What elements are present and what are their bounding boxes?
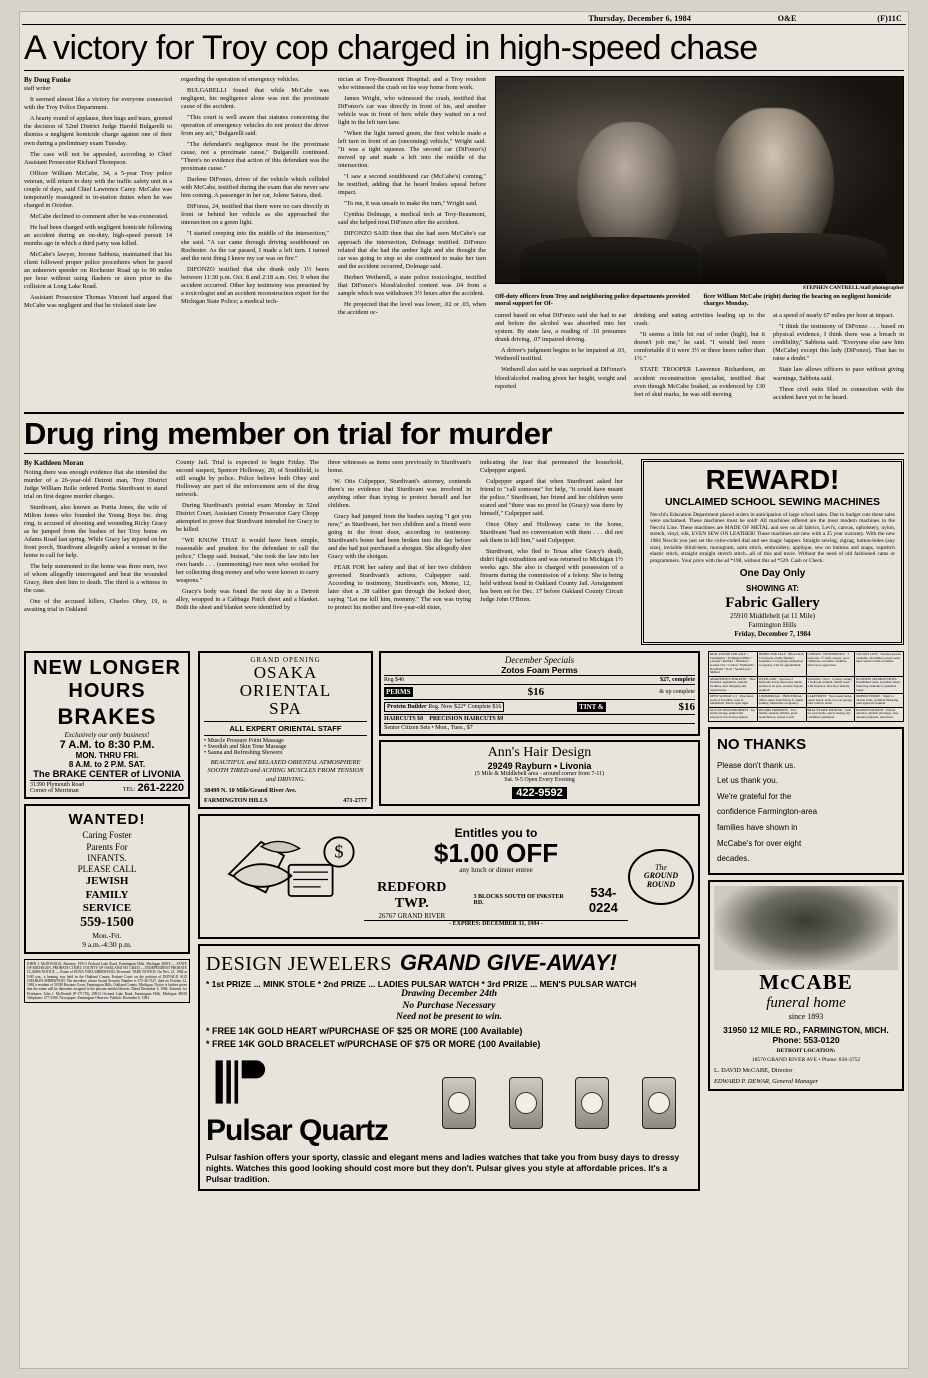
paragraph: BULGARELLI found that while McCabe was negligent, his negligence alone was not the proximate cause of the accident. [181,86,329,110]
classified-cell: HOMES FOR SALE · Brick ranch, 3 bedroom, 2 bath, finished basement, 2 car garage, immediate occupancy. Call for appointment. [758,652,806,675]
watch-icon [575,1077,609,1129]
anns-hours: Sat. 9-5 Open Every Evening [504,777,575,784]
paragraph: DiFonza, 24, testified that there were no cars directly in front or behind her vehicle as she approached the intersection on a green light. [181,203,329,227]
zotos-senior: Senior Citizen Sets • Mon., Tues., $7 [384,725,473,732]
osaka-spa-ad[interactable] [198,651,373,809]
hair-ads [379,651,700,809]
classified-cell: WESTLAND · Spacious 2 bedroom, newly decorated, adults preferred, no pets, security deposit required. [758,677,806,693]
photo-credit: STEPHEN CANTRELL/staff photographer [802,284,904,291]
story1-byline: By Doug Funke [24,75,71,84]
zotos-precision: PRECISION HAIRCUTS $9 [429,716,504,723]
zotos-perms-label: PERMS [386,688,411,697]
paragraph: Noting there was enough evidence that she intended the murder of a 26-year-old Detroit man, Troy District Judge William Bolle ordered Portia Sturdivant to stand trial on first degree murder charges. [24,468,167,500]
paragraph: "This court is well aware that statutes concerning the operation of emergency vehicles do not protect the driver from any act," Bulgarelli said. [181,113,329,137]
watch-icon [642,1077,676,1129]
logo-line-3: ROUND [646,879,676,889]
story1-byline-sub: staff writer [24,85,51,92]
ads-column-middle [198,651,700,1191]
osaka-grand-opening: GRAND OPENING [250,656,321,665]
anns-address: 29249 Rayburn • Livonia [487,761,592,772]
story1-column-3 [338,76,486,405]
photo-figure-left [577,122,683,250]
paragraph: curred based on what DiFonzo said she had to eat and before the alcohol was absorbed into her system. By state law, a reading of .10 presumes drunk driving, .07 impaired driving. [495,312,626,344]
story1-column-2 [181,76,329,405]
zotos-perms-row [384,684,695,699]
hamburger-illustration-icon [204,819,364,929]
section-rule [24,412,904,414]
reward-body: Necchi's Education Department placed orders in anticipation of large school sales. Due to budget cuts these sales were unclaimed. These machines must be sold! All machines offered are the most modern machines in the Necchi Line. These machines are MADE OF METAL and sew on all fabrics, Levi's, canvas, upholstery, nylon, stretch, vinyl, silk, EVEN SEW ON LEATHER! These machines are new with a 25 year warranty. With the new 1984 Necchi you just set the color-coded dial and see magic happen. Straight sewing, zigzag, button-holes (any size), invisible blind-hem, monogram, satin stitch, embroidery, applique, sew on buttons and snaps, topstitch elastic stitch, straight straight stretch stitch...all of this and more. Without the need of old fashioned cams or programmers. Your price with the ad *198, without this ad *529. Cash or Check. [650,511,895,564]
design-name: DESIGN JEWELERS [206,953,392,976]
no-thanks-line: Let us thank you. [717,776,778,786]
wanted-org-1: JEWISH [85,875,129,888]
no-thanks-title: NO THANKS [717,735,807,753]
wanted-days: Mon.-Fri. [92,930,122,940]
svg-text:$: $ [334,841,344,862]
pulsar-wordmark: Pulsar Quartz [206,1114,389,1148]
story2-column-3 [328,459,471,618]
story1-photo-block [495,76,904,405]
wanted-line-2: Parents For [86,841,128,852]
reward-address-1: 25910 Middlebelt (at 11 Mile) [730,612,815,621]
story1-bottom-column-2 [634,312,765,404]
paragraph: indicating the fear that permeated the household, Culpepper argued. [480,458,623,474]
legal-notice: JOHN J. McDONALD, Attorney, 19313 Orchard Lake Road, Farmington Hills, Michigan 48018 — STATE OF MICHIGAN, PROBATE COURT, COUNTY OF OAKLAND NO 146333 — INDEPENDENT PROBATE CLAIMS NOTICE — Estate of EDNA VIDA SHERWOOD, Deceased. TAKE NOTICE: On Nov. 21, 1984 at 9:00 a.m., a hearing was held in the Oakland County Probate Court on the petition of DONALD ALD CHARLES SHERWOOD. The decedent, whose Social Security Number is 375-46-7147, died on October 12, 1984 a resident of 31950 Bostano Court, Farmington Hills, Oakland County, Michigan. Notice is further given that the estate will be thereafter assigned to the persons entitled thereto. Dated December 3, 1984. Attorney for Petitioner: John J. McDonald (P-171719), 29913 Orchard Lake Road, Farmington Hills, Michigan 48018 Telephone: 477-5500. Newspaper: Farmington Observer. Publish: December 6, 1984 [24,959,190,1003]
paragraph: One of the accused killers, Charles Obey, 19, is awaiting trial in Oakland [24,598,167,614]
wanted-phone[interactable]: 559-1500 [80,914,134,930]
coupon-amount: $1.00 OFF [433,838,559,869]
story2-headline: Drug ring member on trial for murder [24,415,553,451]
brakes-line2: BRAKES [57,704,157,730]
no-thanks-line: McCabe's for over eight [717,838,802,848]
story1-columns [20,76,908,405]
brakes-tel-label: TEL: [122,787,136,794]
zotos-senior-row [384,723,695,732]
paragraph: "The defendant's negligence must be the proximate cause, not a proximate cause," Bulgarelli continued. "There's no evidence that action of this defendant was the proximate cause." [181,141,329,173]
design-free-1: * FREE 14K GOLD HEART w/PURCHASE OF $25 OR MORE (100 Available) [206,1026,523,1037]
paragraph: DIFONZO testified that she drank only 1½ beers between 11:30 p.m. Oct. 8 and 2:18 a.m. Oct. 9 when the accident occurred. Other key testimony was presented by a toxicologist and an accident reconstruction expert for the Michigan State Police; a medical tech- [181,265,329,305]
mccabe-manager: EDWARD P. DEWAR, General Manager [714,1077,819,1085]
zotos-box1: Protein Builder [387,704,427,711]
ground-round-logo [628,849,694,905]
brakes-hours-1: 7 A.M. to 8:30 P.M. [59,739,155,752]
logo-line-2: GROUND [643,871,679,881]
reward-title: REWARD! [705,463,840,495]
paragraph: Sturdivant, also known as Portia Jones, the wife of Milton Jones who founded the Young Boys Inc. drug ring, is accused of shooting and wounding Ricky Gracy as he jumped from the bushes of her Troy home on Adams Road last spring. While Gracy lay injured on her front porch, Sturdivant allegedly asked a woman in the home to call for help. [24,503,167,559]
paragraph: Gracy's body was found the next day in a Detroit alley, wrapped in a Cabbage Patch sheet and a blanket. Both the sheet and blanket were identified by [176,588,319,612]
zotos-box1b: Reg. Now $22* [428,704,467,711]
paragraph: McCabe's lawyer, Jerome Sabbota, maintained that his client followed proper police procedures when he paced an unknown speeder on Rochester Road up to 90 miles per hour without using flashers or siren prior to the collision at Long Lake Road. [24,251,172,291]
mccabe-funeral-home-ad[interactable] [708,880,904,1091]
masthead-section: O&E [777,14,797,23]
paragraph: Once Obey and Holloway came to the home, Sturdivant "had no conversation with them . . . did not ask them to kill him," said Culpepper. [480,520,623,544]
photo-caption-right: ficer William McCabe (right) during the hearing on negligent homicide charges Monday. [703,292,892,308]
osaka-services [204,738,367,756]
reward-ad[interactable] [641,459,904,646]
story1-headline: A victory for Troy cop charged in high-speed chase [24,29,758,67]
reward-ad-wrap [641,459,904,646]
brakes-line1: NEW LONGER HOURS [33,657,181,703]
design-giveaway: GRAND GIVE-AWAY! [399,950,617,976]
zotos-reg-row [384,675,695,684]
classified-cell: OPEN SUNDAY 2-5 · Directions: north of Ten Mile, west of Middlebelt, follow open signs. [709,694,757,707]
coupon-offer [364,826,628,927]
paragraph: "When the light turned green, the first vehicle made a left turn in front of an (oncoming) vehicle," Wright said. "It was a tight squeeze. The second car (DiFonzo's) moved up and made a left into the middle of the intersection. [338,129,486,170]
classified-cell: Northville / Novi · Country setting, 3 bedroom colonial, family room with fireplace, first floor laundry. [807,677,855,693]
zotos-reg: Reg $46 [384,677,405,684]
story1-column-1 [24,76,172,405]
paragraph: It seemed almost like a victory for everyone connected with the Troy Police Department. [24,96,172,112]
design-jewelers-ad[interactable] [198,944,700,1191]
zotos-haircuts: HAIRCUTS $8 [384,716,424,723]
osaka-tagline: BEAUTIFUL and RELAXED ORIENTAL ATMOSPHERE SOOTH TIRED and ACHING MUSCLES FROM TENSION and DRIVING. [207,758,364,783]
story2-columns [24,459,632,618]
paragraph: nician at Troy-Beaumont Hospital; and a Troy resident who witnessed the crash on his way home from work. [338,75,486,91]
mccabe-detroit-label: DETROIT LOCATION: [776,1047,836,1054]
classified-cell: INCOME PROPERTY · Two family, separate utilities, good rental history, priced to sell. [758,708,806,721]
classified-cell: MOBILE HOMES · Many to choose from, excellent financing, park approval required. [855,694,903,707]
zotos-product: Zotos Foam Perms [501,665,578,676]
paragraph: DIFONZO SAID then that she had seen McCabe's car approach the intersection, Dolmage testified. DiFonzo related that she had the amber light and she thought the car was going to stop so she continued to make her turn and the accident occurred, Dolmage said. [338,230,486,270]
design-prizes: * 1st PRIZE ... MINK STOLE * 2nd PRIZE ... LADIES PULSAR WATCH * 3rd PRIZE ... MEN'S PULSAR WATCH [206,979,637,990]
paragraph: Culpepper argued that when Sturdivant asked her friend to "call someone" for help, "it could have meant the police." Sturdivant, her friend and her children were scared and "there was no proof he (Gracy) was there by himself," Culpepper said. [480,477,623,517]
mccabe-phone[interactable]: Phone: 553-0120 [772,1034,840,1045]
anns-name: Ann's Hair Design [487,745,592,761]
anns-phone[interactable]: 422-9592 [512,787,567,799]
story2-column-4 [480,459,623,618]
coupon-blocks: 3 BLOCKS SOUTH OF INKSTER RD. [473,894,564,907]
paragraph: drinking and eating activities leading up to the crash. [634,312,765,328]
paragraph: "To me, it was unsafe to make the turn," Wright said. [344,200,478,208]
ads-area [20,645,908,1191]
brakes-hours-3: 8 A.M. to 2 P.M. SAT. [68,760,146,770]
paragraph: STATE TROOPER Lawrence Richardson, an accident reconstruction specialist, testified that even though McCabe braked, as evidenced by 130 feet of skid marks, he was still moving [634,366,765,398]
ground-round-coupon-ad[interactable] [198,814,700,939]
reward-subtitle: UNCLAIMED SCHOOL SEWING MACHINES [664,495,881,508]
osaka-name-3: SPA [269,699,302,718]
photo-caption [495,291,904,309]
classified-cell: VACANT LOTS · Wooded parcels available, all utilities, paved roads, land contract terms available. [855,652,903,675]
story2-byline: By Kathleen Moran [24,458,84,467]
mccabe-address: 31950 12 MILE RD., FARMINGTON, MICH. [723,1024,889,1035]
masthead-date: Thursday, December 6, 1984 [588,14,692,23]
paragraph: FEAR FOR her safety and that of her two children governed Sturdivant's actions, Culpepper said. According to testimony, Sturdivant's son, Momo, 12, later shot a .38 caliber gun through the locked door, saying "Let me kill him, mommy." The son was trying to protect his mother and five-year-old sister, [328,564,471,612]
masthead-page-number: (F)11C [877,14,902,23]
paragraph: Assistant Prosecutor Thomas Vincent had argued that McCabe was negligent and that he violated state law [24,294,172,310]
reward-one-day: One Day Only [739,568,806,580]
paragraph: "WE KNOW THAT it would have been simple, reasonable and prudent for the defendant to call the police," Chopp said. Instead, "she took the law into her own hands . . . (summoning) two men who worked for her collecting drug money and who were known to carry weapons." [176,536,319,585]
zotos-header: December Specials [504,655,575,666]
paragraph: A hearty round of applause, then hugs and tears, greeted the decision of 52nd District Judge Harold Bulgarelli to dismiss a negligent homicide charge against one of their own during a preliminary exam Tuesday. [24,115,172,147]
mccabe-funeral-home: funeral home [766,994,846,1011]
photo-shoulder-left [520,237,699,282]
reward-store: Fabric Gallery [725,595,820,612]
paragraph: Sturdivant, who fled to Texas after Gracy's death, didn't fight extradition and was returned to Michigan 1½ weeks ago. She also is charged with possession of a firearm during the commission of a felony. She is being held without bond in Oakland County Jail. Arraignment has been set for Dec. 17 before Oakland County Circuit Judge John O'Brien. [480,548,623,604]
coupon-phone[interactable]: 534-0224 [588,885,618,916]
masthead [22,12,906,25]
paragraph: W. Otis Culpepper, Sturdivant's attorney, contends there's no evidence that Sturdivant was involved in anything other than trying to protect herself and her children. [328,477,471,509]
coupon-terms: any lunch or dinner entree [459,866,533,875]
paragraph: Officer William McCabe, 34, a 5-year Troy police veteran, will return to duty with the traffic safety unit in a couple of days, said Chief Lawrence Carey. McCabe was temporarily reassigned to in-station duties when he was charged in October. [24,169,172,209]
ads-column-left [24,651,190,1191]
paragraph: He projected that the level was lower, .02 or .03, when the accident oc- [338,300,486,316]
zotos-perms-note: & up complete [659,689,695,696]
paragraph: He had been charged with negligent homicide following an accident during an on-duty, high-speed pursuit 14 months ago in which a third party was killed. [24,223,172,248]
paragraph: James Wright, who witnessed the crash, testified that DiFonzo's car was directly in front of his, and another vehicle was in front of hers while they waited on a red light in the left turn lane. [338,94,486,126]
story1-bottom-columns [495,308,904,404]
classified-cell: CONDOS / TOWNHOUSES · 2 bedroom, 1½ bath, carport, pool, clubhouse, excellent condition, must see to appreciate. [807,652,855,675]
design-drawing-1: Drawing December 24th [400,989,498,1000]
story1-bottom-column-3 [773,312,904,404]
osaka-service: • Muscle Pressure Point Massage [204,737,284,744]
photo-caption-left: Off-duty officers from Troy and neighboring police departments provided moral support for Of- [495,292,690,308]
osaka-name-1: OSAKA [253,663,318,683]
foster-parents-ad[interactable] [24,804,190,954]
paragraph: County Jail. Trial is expected to begin Friday. The second suspect, Spencer Holloway, 20, of Southfield, is still sought by police. Police believe both Obey and Holloway are part of the enforcement arm of the drug network. [176,458,319,498]
osaka-staff: ALL EXPERT ORIENTAL STAFF [204,721,367,736]
brakes-phone[interactable]: 261-2220 [137,782,184,795]
page-sheet [20,12,908,1368]
brakes-name: The BRAKE CENTER of LIVONIA [33,769,181,781]
paragraph: A driver's judgment begins to be impaired at .03, Wetherell testified. [495,347,626,363]
headline-rule [24,70,904,71]
reward-address-2: Farmington Hills [748,620,797,629]
design-free-2: * FREE 14K GOLD BRACELET w/PURCHASE OF $75 OR MORE (100 Available) [206,1039,541,1050]
design-drawing-3: Need not be present to win. [395,1011,503,1022]
anns-cross-street: (5 Mile & Middlebelt area - around corner from 7-11) [474,771,605,778]
osaka-address-row [204,787,367,794]
wanted-line-3: INFANTS. [87,852,127,863]
brakes-exclusive: Exclusively our only business! [64,731,150,740]
osaka-address: 38499 N. 10 Mile/Grand River Ave. [204,787,297,795]
coupon-town: REDFORD TWP. [377,880,447,912]
osaka-city-row [204,797,367,804]
coupon-address: 26767 GRAND RIVER [378,912,446,921]
story2-column-1 [24,459,167,618]
watch-icon [442,1077,476,1129]
reward-showing-at: SHOWING AT: [746,583,799,593]
paragraph: Wetherell also said he was surprised at DiFonzo's blood/alcohol reading given her height, weight and reported [495,366,626,390]
wanted-org-3: SERVICE [82,901,132,914]
logo-line-1: The [654,863,667,873]
watch-illustrations [426,1077,692,1129]
paragraph: McCabe declined to comment after he was exonerated. [30,212,169,220]
classified-cell: LAKEFRONT · Year-round home, sandy beach, dock, two-car garage, land contract terms. [807,694,853,706]
no-thanks-line: decades. [717,854,750,864]
classified-cell: OUT OF TOWN PROPERTY · Up north acreage, perked and surveyed, low down payment. [710,707,755,719]
classified-cell: COMMERCIAL / INDUSTRIAL · Office suites from 600 sq ft, ample parking, immediate occupancy. [758,694,804,706]
watch-icon [509,1077,543,1129]
story2-column-2 [176,459,319,618]
story1-bottom-column-1 [495,312,626,404]
story2-area [20,459,908,646]
brake-center-ad[interactable] [24,651,190,799]
design-header [206,950,692,976]
december-specials-ad[interactable] [379,651,700,736]
paragraph: regarding the operation of emergency vehicles. [181,75,300,83]
brakes-address-1: 31390 Plymouth Road [30,782,85,789]
zotos-boxes-row [384,699,695,714]
reward-date: Friday, December 7, 1984 [734,629,811,638]
coupon-illustration [204,819,364,934]
pulsar-logo-icon [206,1055,326,1109]
classified-cell: REAL ESTATE WANTED · Cash for your home, quick closing, any condition considered. [807,708,855,721]
paragraph: "It seems a little bit out of order (high), but it doesn't jolt me," he said. "I would feel more comfortable if it were 3½ or three beers rather than 1½." [634,331,765,363]
mccabe-name: McCABE [759,969,853,994]
wanted-line-4: PLEASE CALL [77,864,137,875]
osaka-name-2: ORIENTAL [239,681,332,701]
anns-hair-design-ad[interactable] [379,740,700,806]
zotos-tint-label: TINT & [579,703,604,712]
story2-rule [24,453,904,454]
paragraph: "I think the testimony of DiFonzo . . . based on physical evidence, I think there was a breach in credibility," Sabbota said. "Everyone else saw him (McCabe) except this lady (DiFonzo). That has to raise a doubt." [773,323,904,363]
classified-cell: ROOMS FOR RENT · Private entrance, kitchen privileges, non-smoker preferred, references. [855,708,903,721]
news-photo [495,76,904,284]
paragraph: State law allows officers to pace without giving warnings, Sabbota said. [773,366,904,382]
classified-cell: APARTMENTS FOR RENT · Heat included, appliances, laundry facilities, near shopping and expressways. [710,676,756,692]
paragraph: three witnesses as items seen previously in Sturdivant's home. [328,458,471,474]
zotos-perms-price: $16 [527,686,545,699]
pulsar-copy: Pulsar fashion offers your sporty, classic and elegant mens and ladies watches that take you from busy days to dressy nights. Watches this good looking should cost more but they don't. Pulsar gives you style at affordable prices. It's a Pulsar tradition. [206,1152,680,1185]
paragraph: Three civil suits filed in connection with the accident have yet to be heard. [773,385,904,401]
mccabe-director: L. DAVID McCABE, Director [714,1066,793,1074]
paragraph: The case will not be appealed, according to Chief Assistant Prosecutor Richard Thompson. [24,150,172,166]
paragraph: Darlene DiFonzo, driver of the vehicle which collided with McCabe, testified during the exam that she never saw him coming. A passenger in her car, Jolene Satora, died. [181,176,329,200]
osaka-city: FARMINGTON HILLS [204,797,268,805]
ads-row-top [198,651,700,809]
no-thanks-line: families have shown in [717,822,798,832]
zotos-box1c: Complete $16 [467,704,502,711]
tree-illustration-icon [714,886,898,970]
no-thanks-ad[interactable] [708,727,904,875]
no-thanks-line: We're grateful for the [717,791,792,801]
zotos-tint-price: $16 [678,701,695,714]
classified-grid[interactable] [708,651,904,721]
paragraph: During Sturdivant's pretrial exam Monday in 52nd District Court, Assistant County Prosecutor Gary Chopp attempted to prove that Sturdivant intended for Gracy to be killed. [176,501,319,533]
wanted-org-2: FAMILY [85,888,129,901]
brakes-address-2: Corner of Merriman [30,788,79,795]
classified-cell: REAL ESTATE FOR SALE • Farmington • Farmington Hills • Livonia • Redford • Westland • Garden City • Canton • Plymouth • Northville • Novi • South Lyon • Milford [709,652,757,675]
paragraph: "I saw a second southbound car (McCabe's) coming," he testified, adding that he heard brakes squeal before impact. [338,173,486,197]
osaka-service: • Sauna and Refreshing Showers [204,749,283,756]
classified-cell: BUSINESS OPPORTUNITIES · Established route, excellent return, financing available to qualified buyer. [855,677,903,693]
paragraph: "I started creeping into the middle of the intersection," she said. "A car came through driving southbound on Rochester. As the car passed, I made a left turn. I turned and the next thing I knew my car was on fire." [181,230,329,262]
wanted-hours: 9 a.m.-4:30 p.m. [82,939,132,949]
paragraph: The help summoned to the home was three men, two of whom allegedly interrogated and beat the wounded Gracy, then shot him to death. The third is a witness in the case. [24,563,167,595]
osaka-service: • Swedish and Skin Tone Massage [204,743,287,750]
mccabe-detroit-address: 18570 GRAND RIVER AVE • Phone: 836-3752 [751,1056,861,1063]
zotos-complete: $27, complete [660,677,695,684]
brakes-hours-2: MON. THRU FRI. [75,751,139,761]
coupon-expiry: - EXPIRES: DECEMBER 31, 1984 - [364,920,628,927]
wanted-line-1: Caring Foster [82,830,132,841]
wanted-title: WANTED! [68,811,146,829]
zotos-haircuts-row [384,714,695,723]
no-thanks-line: Please don't thank us. [717,760,796,770]
paragraph: at a speed of nearly 67 miles per hour at impact. [773,312,895,320]
paragraph: Herbert Wetherell, a state police toxicologist, testified that DiFonzo's blood/alcohol content was .04 from a sample which was withdrawn 3½ hours after the accident. [338,273,486,297]
osaka-phone[interactable]: 471-2777 [343,797,367,805]
mccabe-since: since 1893 [788,1011,824,1021]
paragraph: Gracy had jumped from the bushes saying "I got you now," as Sturdivant, her two children and a friend were going in the front door, according to testimony. Sturdivant's home had been broken into the day before and she had just purchased a shotgun. She allegedly shot Gracy with the shotgun. [328,512,471,561]
coupon-entitles: Entitles you to [454,826,538,841]
no-thanks-line: confidence Farmington-area [717,807,818,817]
photo-shoulder-right [700,233,887,282]
paragraph: Cynthia Dolmage, a medical tech at Troy-Beaumont, said she helped treat DiFonzo after the accident. [338,211,486,227]
ads-column-right [708,651,904,1191]
design-drawing-2: No Purchase Necessary [402,1000,496,1011]
